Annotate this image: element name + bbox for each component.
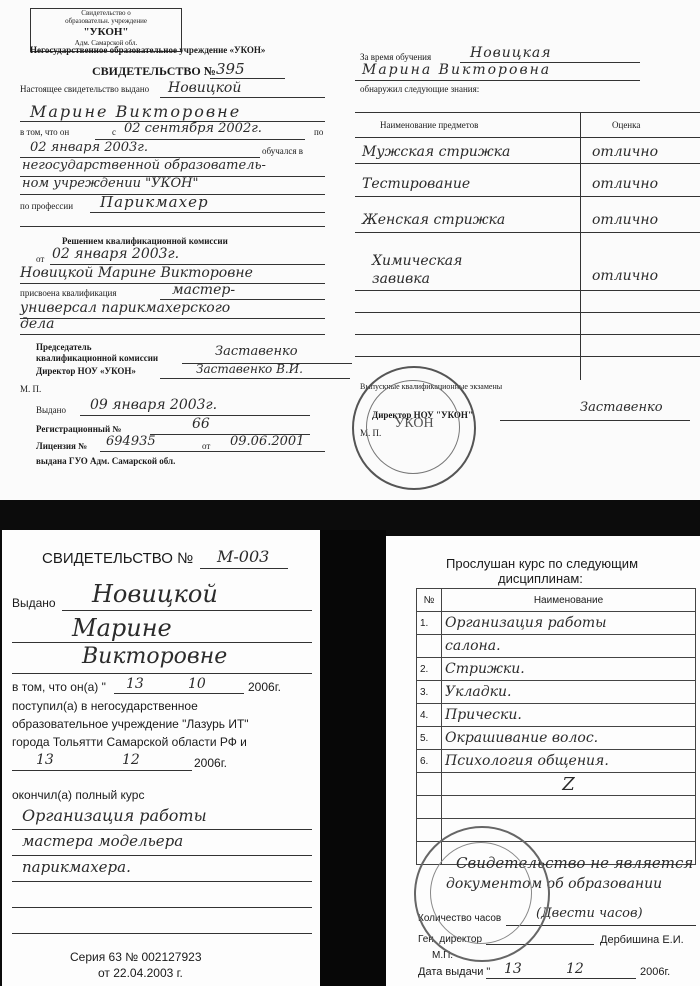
license-date: 09.06.2001 — [230, 434, 305, 449]
studied-label: обучался в — [262, 146, 303, 156]
issued-date: 09 января 2003г. — [90, 397, 218, 413]
round-stamp-text: УКОН — [394, 416, 434, 431]
row-no: 6. — [417, 750, 442, 773]
round-stamp — [352, 366, 476, 490]
left-issued-label: Выдано — [12, 596, 56, 610]
left-day2: 13 — [36, 752, 54, 768]
table-row — [417, 704, 696, 727]
in-that-label: в том, что он — [20, 127, 70, 137]
left-course-3: парикмахера. — [22, 858, 131, 876]
table-row — [417, 750, 696, 773]
right-issue-label: Дата выдачи " — [418, 966, 491, 978]
school-line-1: негосударственной образователь- — [22, 158, 266, 173]
director-signature: Заставенко В.И. — [196, 362, 303, 376]
row-no: 4. — [417, 704, 442, 727]
license-number: 694935 — [106, 434, 156, 449]
left-cert-title: СВИДЕТЕЛЬСТВО № — [42, 550, 194, 567]
row-no — [417, 635, 442, 658]
subject-row: Мужская стрижка — [362, 144, 511, 160]
left-org-line1: образовательное учреждение "Лазурь ИТ" — [12, 717, 249, 731]
right-hours-label: Количество часов — [418, 913, 502, 924]
decision-from-label: от — [36, 254, 45, 264]
profession-label: по профессии — [20, 201, 74, 211]
left-day1: 13 — [126, 676, 144, 692]
left-patronymic: Викторовне — [82, 644, 228, 669]
row-no: 2. — [417, 658, 442, 681]
decision-date: 02 января 2003г. — [52, 246, 180, 262]
date-from: 02 сентября 2002г. — [124, 121, 262, 136]
table-row — [417, 658, 696, 681]
subject-row: Женская стрижка — [362, 212, 506, 228]
decision-label: Решением квалификационной комиссии — [62, 236, 228, 246]
decision-name: Новицкой Марине Викторовне — [20, 265, 253, 281]
table-row — [417, 635, 696, 658]
study-name-2: Марина Викторовна — [362, 62, 552, 78]
left-series: Серия 63 № 002127923 — [70, 950, 202, 964]
row-no — [417, 819, 442, 842]
subject-grade: отлично — [592, 212, 658, 228]
subject-grade: отлично — [592, 176, 658, 192]
subject-row: Тестирование — [362, 176, 471, 192]
col-no-header: № — [417, 589, 442, 612]
stamp-line: "УКОН" — [83, 25, 129, 38]
row-no — [417, 773, 442, 796]
director-label: Директор НОУ «УКОН» — [36, 366, 136, 376]
right-mp-label: М.П. — [432, 950, 454, 961]
right-issue-month: 12 — [566, 961, 584, 977]
cert-number: 395 — [216, 60, 245, 78]
right-note-1: Свидетельство не является — [456, 854, 694, 872]
left-month1: 10 — [188, 676, 206, 692]
left-finished-label: окончил(а) полный курс — [12, 788, 145, 802]
institution-header: Негосударственное образовательное учреждение «УКОН» — [30, 45, 266, 55]
surname: Новицкой — [168, 80, 242, 96]
row-name: Организация работы — [442, 612, 696, 635]
issued-to-label: Настоящее свидетельство выдано — [20, 84, 150, 94]
right-hours-value: (Двести часов) — [536, 906, 643, 921]
left-name: Марине — [72, 614, 172, 642]
qualification-1: мастер- — [172, 282, 236, 298]
row-name: Стрижки. — [442, 658, 696, 681]
license-from-label: от — [202, 441, 211, 451]
right-issue-day: 13 — [504, 961, 522, 977]
left-org-line2: города Тольятти Самарской области РФ и — [12, 735, 247, 749]
right-director-name: Дербишина Е.И. — [600, 934, 684, 946]
left-series-date: от 22.04.2003 г. — [98, 966, 183, 980]
license-label: Лицензия № — [36, 441, 88, 451]
name-line: Марине Викторовне — [30, 102, 242, 121]
left-month2: 12 — [122, 752, 140, 768]
row-name: Укладки. — [442, 681, 696, 704]
left-year1: 2006г. — [248, 680, 281, 694]
study-name-1: Новицкая — [470, 45, 552, 61]
left-year2: 2006г. — [194, 756, 227, 770]
reg-label: Регистрационный № — [36, 424, 122, 434]
row-no — [417, 796, 442, 819]
row-name: Психология общения. — [442, 750, 696, 773]
subject-grade: отлично — [592, 144, 658, 160]
left-cert-number: М-003 — [217, 547, 270, 566]
table-row: Z — [417, 773, 696, 796]
date-from-label: с — [112, 127, 116, 137]
qualification-label: присвоена квалификация — [20, 288, 117, 298]
table-row — [417, 727, 696, 750]
col-name-header: Наименование — [442, 589, 696, 612]
grades-header: Оценка — [612, 120, 641, 130]
stamp-line: Адм. Самарской обл. — [74, 38, 138, 47]
exams-label: Выпускные квалификационные экзамены — [360, 382, 503, 391]
right-title-1: Прослушан курс по следующим — [446, 556, 639, 571]
reg-number: 66 — [192, 416, 210, 432]
row-name: Прически. — [442, 704, 696, 727]
left-certificate — [2, 530, 320, 986]
left-course-1: Организация работы — [22, 806, 207, 825]
right-title-2: дисциплинам: — [498, 571, 583, 586]
left-in-that-label: в том, что он(а) " — [12, 680, 106, 694]
row-name — [442, 796, 696, 819]
to-label: по — [314, 127, 324, 137]
knowledge-label: обнаружил следующие знания: — [360, 84, 480, 94]
license-issuer: выдана ГУО Адм. Самарской обл. — [36, 456, 176, 466]
issued-label: Выдано — [36, 405, 66, 415]
director2-label: Директор НОУ "УКОН" — [372, 410, 473, 420]
right-director-label: Ген. директор — [418, 934, 483, 945]
study-time-label: За время обучения — [360, 52, 432, 62]
scan-gutter — [320, 530, 386, 986]
left-enrolled-label: поступил(а) в негосударственное — [12, 699, 198, 713]
stamp-line: образовательн. учреждение — [65, 17, 147, 26]
mp2-label: М. П. — [360, 428, 382, 438]
table-row — [417, 681, 696, 704]
table-row — [417, 796, 696, 819]
right-note-2: документом об образовании — [446, 876, 663, 892]
school-line-2: ном учреждении "УКОН" — [22, 176, 199, 191]
row-name: Окрашивание волос. — [442, 727, 696, 750]
subjects-header: Наименование предметов — [380, 120, 479, 130]
row-no: 1. — [417, 612, 442, 635]
right-certificate — [386, 536, 700, 986]
mp-label: М. П. — [20, 384, 42, 394]
stamp-line: Свидетельство о — [81, 9, 131, 17]
director2-signature: Заставенко — [580, 400, 663, 415]
chair-signature: Заставенко — [215, 344, 298, 359]
subject-row: Химическая завивка — [372, 253, 463, 287]
row-no: 5. — [417, 727, 442, 750]
date-to: 02 января 2003г. — [30, 140, 149, 155]
left-surname: Новицкой — [92, 580, 218, 608]
subject-grade: отлично — [592, 268, 658, 284]
chair-label-1: Председатель — [36, 342, 92, 352]
round-stamp-right — [414, 826, 550, 962]
left-course-2: мастера модельера — [22, 832, 184, 850]
chair-label-2: квалификационной комиссии — [36, 353, 159, 363]
qualification-3: дела — [20, 316, 55, 332]
cert-title: СВИДЕТЕЛЬСТВО № — [92, 64, 216, 78]
row-name: салона. — [442, 635, 696, 658]
disciplines-table — [416, 588, 696, 865]
qualification-2: универсал парикмахерского — [20, 300, 231, 316]
profession: Парикмахер — [100, 193, 209, 211]
row-no: 3. — [417, 681, 442, 704]
table-row — [417, 612, 696, 635]
right-issue-year: 2006г. — [640, 966, 671, 978]
